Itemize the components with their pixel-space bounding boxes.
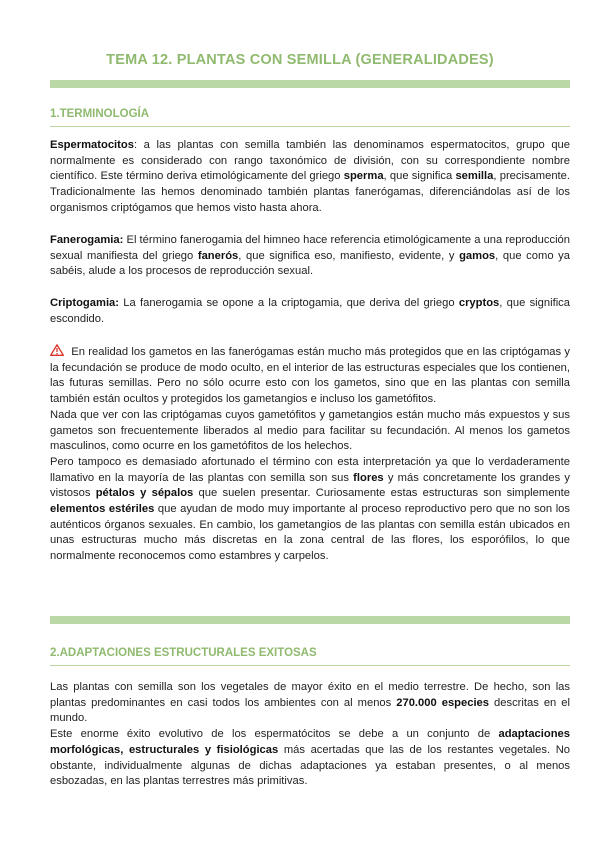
text: , que significa eso, manifiesto, evidente, y (238, 249, 460, 262)
text: En realidad los gametos en las fanerógamas están mucho más protegidos que en las criptógamas y la fecundación se produce de modo oculto, en el interior de las estructuras especiales que los contienen, las futuras semillas. Pero no sólo ocurre esto con los gametos, sino que en las plantas con semilla también están ocultos y protegidos los gametangios e incluso los gametófitos. (50, 346, 570, 406)
text: Nada que ver con las criptógamas cuyos gametófitos y gametangios están mucho más expuestos y sus gametos son frecuentemente liberados al medio para facilitar su fecundación. Al menos los gametos masculinos, como ocurre en los gametófitos de los helechos. (50, 408, 570, 453)
text: , precisamente. Tradicionalmente las hemos denominado también plantas fanerógamas, diferenciándolas así de los organismos criptógamos que hemos visto hasta ahora. (50, 170, 570, 214)
text: Pero tampoco es demasiado afortunado el término con esta interpretación ya que lo verdaderamente llamativo en la mayoría de las plantas con semilla son sus (50, 455, 570, 484)
term-gamos: gamos (459, 249, 496, 262)
term-semilla: semilla (455, 170, 494, 183)
warning-icon (50, 344, 64, 356)
paragraph-fanerogamia (50, 233, 570, 280)
term-criptogamia: Criptogamia: (50, 297, 119, 309)
term-elementos-esteriles: elementos estériles (50, 503, 155, 516)
text: , que significa escondido. (50, 297, 570, 325)
term-cryptos: cryptos (458, 297, 500, 309)
term-adaptaciones: adaptaciones morfológicas, estructurales y fisiológicas (50, 728, 570, 756)
text: Este enorme éxito evolutivo de los espermatócitos se debe a un conjunto de (50, 728, 499, 741)
term-petalos-sepalos: pétalos y sépalos (95, 487, 194, 500)
section-1-underline (50, 126, 570, 127)
section-1-heading: 1.TERMINOLOGÍA (50, 108, 150, 120)
text: , que como ya sabéis, alude a los procesos de reproducción sexual. (50, 249, 570, 278)
term-faneros: fanerós (197, 249, 239, 262)
title-divider (50, 80, 570, 88)
paragraph-espermatocitos (50, 138, 570, 217)
text: El término fanerogamia del himneo hace referencia etimológicamente a una reproducción sexual manifiesta del griego (50, 234, 570, 262)
text: : a las plantas con semilla también las denominamos espermatocitos, grupo que normalmente es considerado con rango taxonómico de división, con su correspondiente nombre científico. Este término deriva etimológicamente del griego (50, 139, 570, 183)
paragraph-warning-note (50, 344, 570, 565)
term-270000-especies: 270.000 especies (396, 696, 490, 709)
term-flores: flores (353, 471, 384, 484)
term-fanerogamia: Fanerogamia: (50, 234, 124, 246)
text: La fanerogamia se opone a la criptogamia, que deriva del griego (119, 297, 459, 309)
text: descritas en el mundo. (50, 696, 571, 725)
page-title: TEMA 12. PLANTAS CON SEMILLA (GENERALIDADES) (106, 52, 494, 68)
text: que ayudan de modo muy importante al proceso reproductivo pero que no son los auténticos órganos sexuales. En cambio, los gametangios de las plantas con semilla están ubicados en unas estructuras mucho más discretas en la zona central de las flores, los esporófilos, lo que normalmente reconocemos como estambres y carpelos. (50, 503, 570, 563)
text: Las plantas con semilla son los vegetales de mayor éxito en el medio terrestre. De hecho, son las plantas predominantes en casi todos los ambientes con al menos (50, 681, 570, 709)
text: , que significa (383, 170, 456, 183)
text: más acertadas que las de los restantes vegetales. No obstante, individualmente algunas de dichas adaptaciones ya estaban presentes, o al menos esbozadas, en las plantas terrestres más primitivas. (50, 743, 570, 788)
text: que suelen presentar. Curiosamente estas estructuras son simplemente (193, 487, 570, 500)
paragraph-adaptaciones (50, 680, 570, 790)
section-2-underline (50, 665, 570, 666)
paragraph-criptogamia (50, 296, 570, 327)
term-sperma: sperma (343, 170, 384, 183)
term-espermatocitos: Espermatocitos (50, 139, 134, 151)
section-2-heading: 2.ADAPTACIONES ESTRUCTURALES EXITOSAS (50, 647, 317, 659)
text: y más concretamente los grandes y vistosos (50, 471, 570, 500)
section-divider (50, 616, 570, 624)
